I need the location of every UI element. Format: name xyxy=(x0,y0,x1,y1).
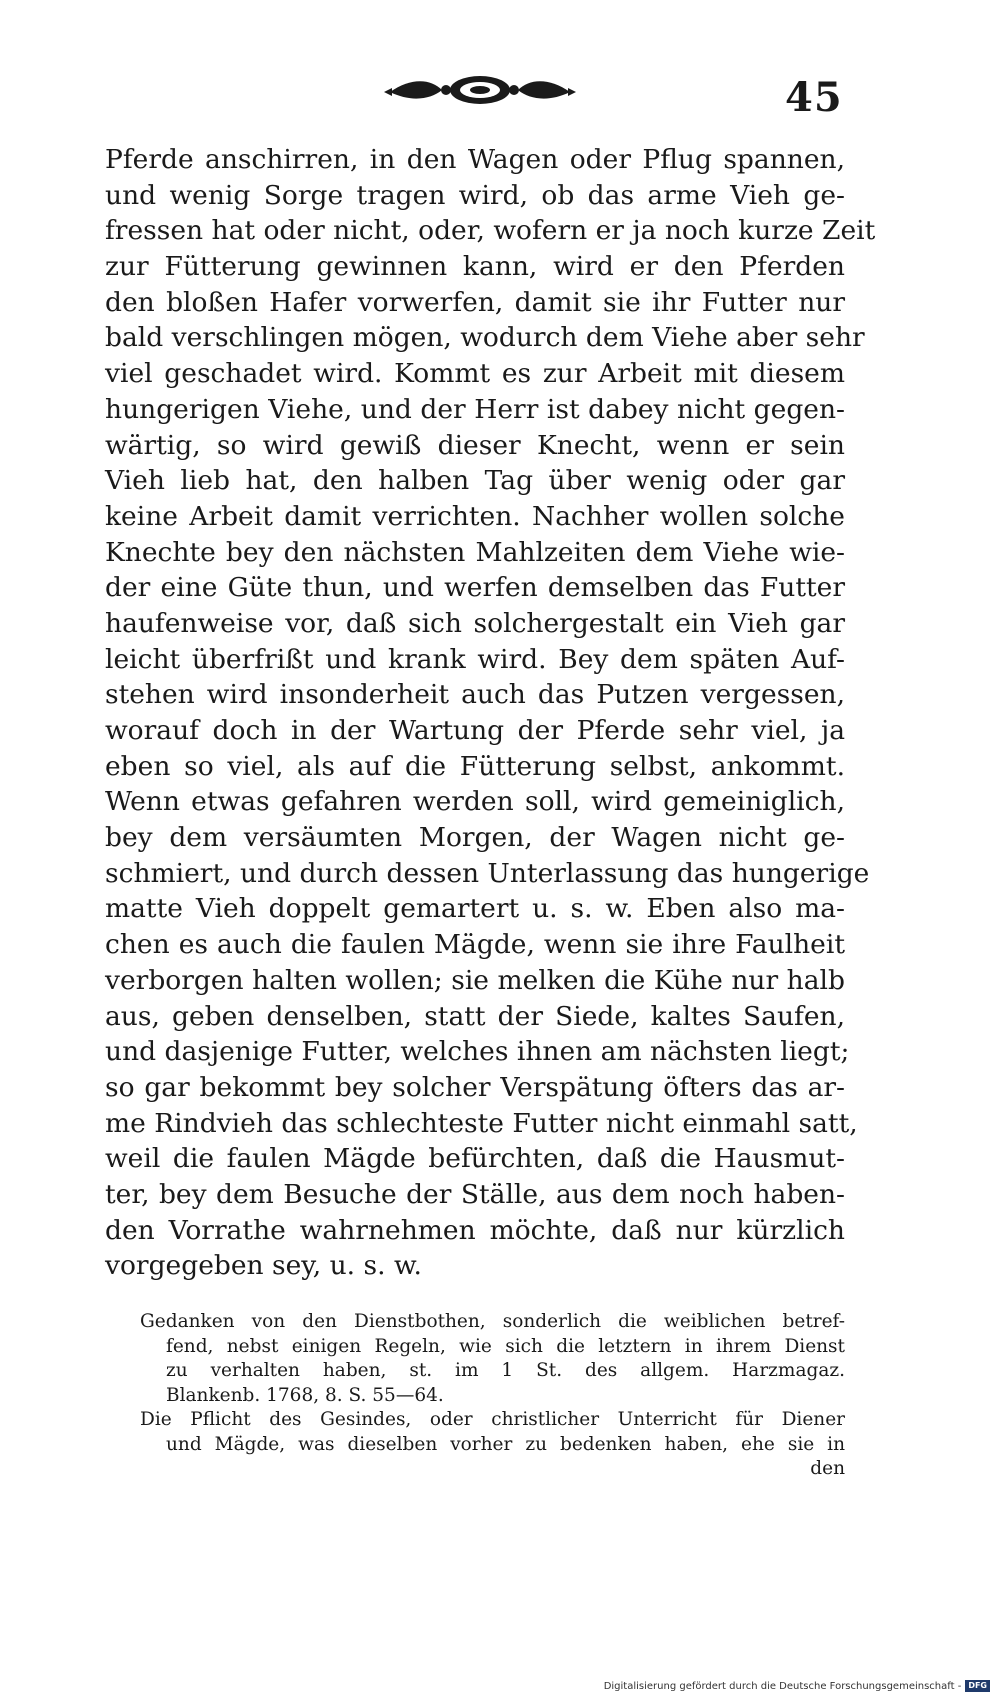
text-line: wärtig, so wird gewiß dieser Knecht, wenn er sein xyxy=(105,429,845,461)
text-line: ter, bey dem Besuche der Ställe, aus dem noch haben- xyxy=(105,1178,845,1210)
text-line: aus, geben denselben, statt der Siede, kaltes Saufen, xyxy=(105,1000,845,1032)
text-line: weil die faulen Mägde befürchten, daß die Hausmut- xyxy=(105,1143,845,1175)
text-line: chen es auch die faulen Mägde, wenn sie ihre Faulheit xyxy=(105,929,845,961)
text-line: Pferde anschirren, in den Wagen oder Pflug spannen, xyxy=(105,144,845,175)
text-line: leicht überfrißt und krank wird. Bey dem späten Auf- xyxy=(105,643,845,675)
note-line: fend, nebst einigen Regeln, wie sich die letztern in ihrem Dienst xyxy=(166,1335,845,1357)
text-line: der eine Güte thun, und werfen demselben das Futter xyxy=(105,572,845,604)
text-line: fressen hat oder nicht, oder, wofern er ja noch kurze Zeit xyxy=(105,215,876,247)
text-line: Wenn etwas gefahren werden soll, wird gemeiniglich, xyxy=(105,786,845,818)
text-line: bald verschlingen mögen, wodurch dem Viehe aber sehr xyxy=(105,322,865,354)
head-ornament-icon xyxy=(380,70,580,110)
text-line: den bloßen Hafer vorwerfen, damit sie ihr Futter nur xyxy=(105,286,845,318)
text-line: Vieh lieb hat, den halben Tag über wenig oder gar xyxy=(105,465,845,497)
body-text xyxy=(105,142,876,1284)
text-line: verborgen halten wollen; sie melken die Kühe nur halb xyxy=(105,964,845,996)
note-line: Die Pflicht des Gesindes, oder christlicher Unterricht für Diener xyxy=(140,1409,845,1430)
dfg-logo-icon: DFG xyxy=(965,1680,990,1692)
text-line: haufenweise vor, daß sich solchergestalt ein Vieh gar xyxy=(105,607,845,639)
text-line: den Vorrathe wahrnehmen möchte, daß nur kürzlich xyxy=(105,1214,845,1246)
text-line: viel geschadet wird. Kommt es zur Arbeit mit diesem xyxy=(105,358,845,390)
text-line: so gar bekommt bey solcher Verspätung öfters das ar- xyxy=(105,1071,845,1103)
text-line: me Rindvieh das schlechteste Futter nicht einmahl satt, xyxy=(105,1107,858,1139)
text-line: zur Fütterung gewinnen kann, wird er den Pferden xyxy=(105,251,845,283)
note-line: und Mägde, was dieselben vorher zu bedenken haben, ehe sie in xyxy=(166,1433,845,1455)
text-line: stehen wird insonderheit auch das Putzen vergessen, xyxy=(105,679,845,711)
digitization-footer xyxy=(604,1680,990,1692)
text-line: Knechte bey den nächsten Mahlzeiten dem Viehe wie- xyxy=(105,536,845,568)
text-line: vorgegeben sey, u. s. w. xyxy=(105,1250,422,1282)
note-line: Blankenb. 1768, 8. S. 55—64. xyxy=(166,1384,444,1406)
footer-text: Digitalisierung gefördert durch die Deutsche Forschungsgemeinschaft - xyxy=(603,1680,962,1692)
catchword: den xyxy=(810,1458,845,1479)
text-line: eben so viel, als auf die Fütterung selbst, ankommt. xyxy=(105,750,845,782)
text-line: keine Arbeit damit verrichten. Nachher wollen solche xyxy=(105,500,845,532)
note-line: Gedanken von den Dienstbothen, sonderlich die weiblichen betref- xyxy=(140,1311,845,1332)
text-line: und dasjenige Futter, welches ihnen am nächsten liegt; xyxy=(105,1036,850,1068)
text-line: schmiert, und durch dessen Unterlassung das hungerige xyxy=(105,857,870,889)
text-line: bey dem versäumten Morgen, der Wagen nicht ge- xyxy=(105,822,845,854)
text-line: matte Vieh doppelt gemartert u. s. w. Eben also ma- xyxy=(105,893,845,925)
note-line: zu verhalten haben, st. im 1 St. des allgem. Harzmagaz. xyxy=(166,1360,845,1381)
text-line: hungerigen Viehe, und der Herr ist dabey nicht gegen- xyxy=(105,393,845,425)
text-line: worauf doch in der Wartung der Pferde sehr viel, ja xyxy=(105,715,845,746)
bibliography-notes xyxy=(140,1310,845,1482)
page-number: 45 xyxy=(785,74,843,121)
text-line: und wenig Sorge tragen wird, ob das arme Vieh ge- xyxy=(105,179,845,211)
